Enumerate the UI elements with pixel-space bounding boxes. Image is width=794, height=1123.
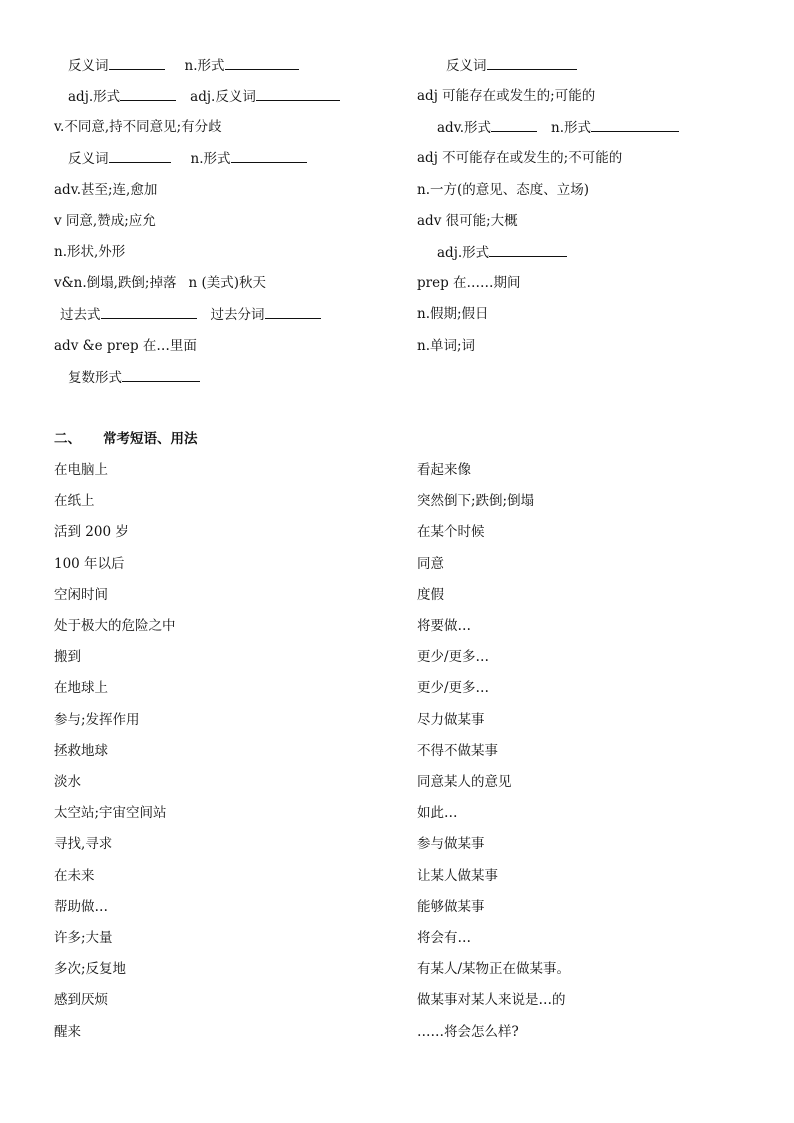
vocab-text: v&n.倒塌,跌倒;掉落 (54, 275, 177, 291)
answer-blank[interactable] (109, 57, 165, 70)
vocab-right-8 (417, 275, 521, 291)
answer-blank[interactable] (120, 88, 176, 101)
vocab-text: n (美式)秋天 (188, 275, 267, 291)
vocab-text: prep 在……期间 (417, 275, 521, 291)
vocab-left-2 (68, 88, 340, 105)
vocab-left-7 (54, 244, 125, 260)
phrase-item: 100 年以后 (54, 556, 125, 572)
phrase-item: 搬到 (54, 649, 81, 665)
vocab-text: n.形式 (551, 120, 592, 136)
answer-blank[interactable] (489, 244, 567, 257)
phrase-item: 在某个时候 (417, 524, 485, 540)
vocab-right-9 (417, 306, 489, 322)
phrase-item: 做某事对某人来说是…的 (417, 992, 566, 1008)
answer-blank[interactable] (101, 306, 197, 319)
phrase-item: 如此… (417, 805, 458, 821)
vocab-text: adj 可能存在或发生的;可能的 (417, 88, 596, 104)
section-title: 常考短语、用法 (103, 431, 198, 447)
answer-blank[interactable] (591, 119, 679, 132)
vocab-text: adv.甚至;连,愈加 (54, 182, 158, 198)
vocab-text: v.不同意,持不同意见;有分歧 (54, 119, 222, 135)
answer-blank[interactable] (225, 57, 299, 70)
vocab-text: adv.形式 (437, 120, 492, 136)
vocab-left-11 (68, 369, 200, 386)
phrase-item: 在未来 (54, 868, 95, 884)
vocab-left-8 (54, 275, 266, 291)
phrase-item: 帮助做… (54, 899, 108, 915)
answer-blank[interactable] (256, 88, 340, 101)
phrase-item: 许多;大量 (54, 930, 113, 946)
vocab-text: n.单词;词 (417, 338, 476, 354)
section-heading (54, 431, 198, 447)
vocab-text: adj.形式 (68, 89, 121, 105)
vocab-text: 过去式 (60, 307, 101, 323)
phrase-item: 淡水 (54, 774, 81, 790)
vocab-text: adj.形式 (437, 245, 490, 261)
phrase-item: 拯救地球 (54, 743, 108, 759)
phrase-item: 突然倒下;跌倒;倒塌 (417, 493, 535, 509)
phrase-item: 空闲时间 (54, 587, 108, 603)
vocab-text: 复数形式 (68, 370, 122, 386)
vocab-text: 反义词 (68, 151, 109, 167)
vocab-right-10 (417, 338, 475, 354)
vocab-right-2 (417, 88, 595, 104)
vocab-text: adj 不可能存在或发生的;不可能的 (417, 150, 623, 166)
vocab-text: v 同意,赞成;应允 (54, 213, 156, 229)
phrase-item: 尽力做某事 (417, 712, 485, 728)
vocab-text: adv &e prep 在…里面 (54, 338, 197, 354)
vocab-right-1 (446, 57, 577, 74)
answer-blank[interactable] (487, 57, 577, 70)
phrase-item: 在电脑上 (54, 462, 108, 478)
phrase-item: 醒来 (54, 1024, 81, 1040)
vocab-text: n.形式 (190, 151, 231, 167)
phrase-item: 看起来像 (417, 462, 471, 478)
phrase-item: 多次;反复地 (54, 961, 127, 977)
phrase-item: 太空站;宇宙空间站 (54, 805, 167, 821)
vocab-left-1 (68, 57, 299, 74)
answer-blank[interactable] (122, 369, 200, 382)
phrase-item: 同意某人的意见 (417, 774, 512, 790)
vocab-text: adj.反义词 (190, 89, 256, 105)
section-number: 二、 (54, 431, 81, 447)
phrase-item: 更少/更多… (417, 680, 490, 696)
phrase-item: 将要做… (417, 618, 471, 634)
phrase-item: 活到 200 岁 (54, 524, 129, 540)
phrase-item: 感到厌烦 (54, 992, 108, 1008)
vocab-left-10 (54, 338, 197, 354)
phrase-item: 处于极大的危险之中 (54, 618, 176, 634)
vocab-text: n.形状,外形 (54, 244, 126, 260)
phrase-item: 让某人做某事 (417, 868, 498, 884)
answer-blank[interactable] (231, 150, 307, 163)
vocab-left-3 (54, 119, 222, 135)
phrase-item: 参与;发挥作用 (54, 712, 140, 728)
phrase-item: 有某人/某物正在做某事。 (417, 961, 571, 977)
phrase-item: 同意 (417, 556, 444, 572)
phrase-item: 参与做某事 (417, 836, 485, 852)
vocab-text: 过去分词 (210, 307, 265, 323)
answer-blank[interactable] (491, 119, 537, 132)
answer-blank[interactable] (265, 306, 321, 319)
answer-blank[interactable] (109, 150, 171, 163)
vocab-right-5 (417, 182, 589, 198)
phrase-item: 更少/更多… (417, 649, 490, 665)
phrase-item: 度假 (417, 587, 444, 603)
vocab-left-9 (60, 306, 321, 323)
vocab-right-6 (417, 213, 518, 229)
phrase-item: 在纸上 (54, 493, 95, 509)
phrase-item: 寻找,寻求 (54, 836, 113, 852)
vocab-text: n.假期;假日 (417, 306, 489, 322)
phrase-item: ……将会怎么样? (417, 1024, 519, 1040)
vocab-text: 反义词 (68, 58, 109, 74)
vocab-text: 反义词 (446, 58, 487, 74)
vocab-text: n.一方(的意见、态度、立场) (417, 182, 590, 198)
vocab-text: n.形式 (184, 58, 225, 74)
vocab-left-6 (54, 213, 156, 229)
phrase-item: 能够做某事 (417, 899, 485, 915)
phrase-item: 不得不做某事 (417, 743, 498, 759)
phrase-item: 在地球上 (54, 680, 108, 696)
vocab-text: adv 很可能;大概 (417, 213, 518, 229)
vocab-right-3 (437, 119, 679, 136)
vocab-left-5 (54, 182, 157, 198)
vocab-right-4 (417, 150, 622, 166)
phrase-item: 将会有… (417, 930, 471, 946)
vocab-left-4 (68, 150, 307, 167)
vocab-right-7 (437, 244, 567, 261)
